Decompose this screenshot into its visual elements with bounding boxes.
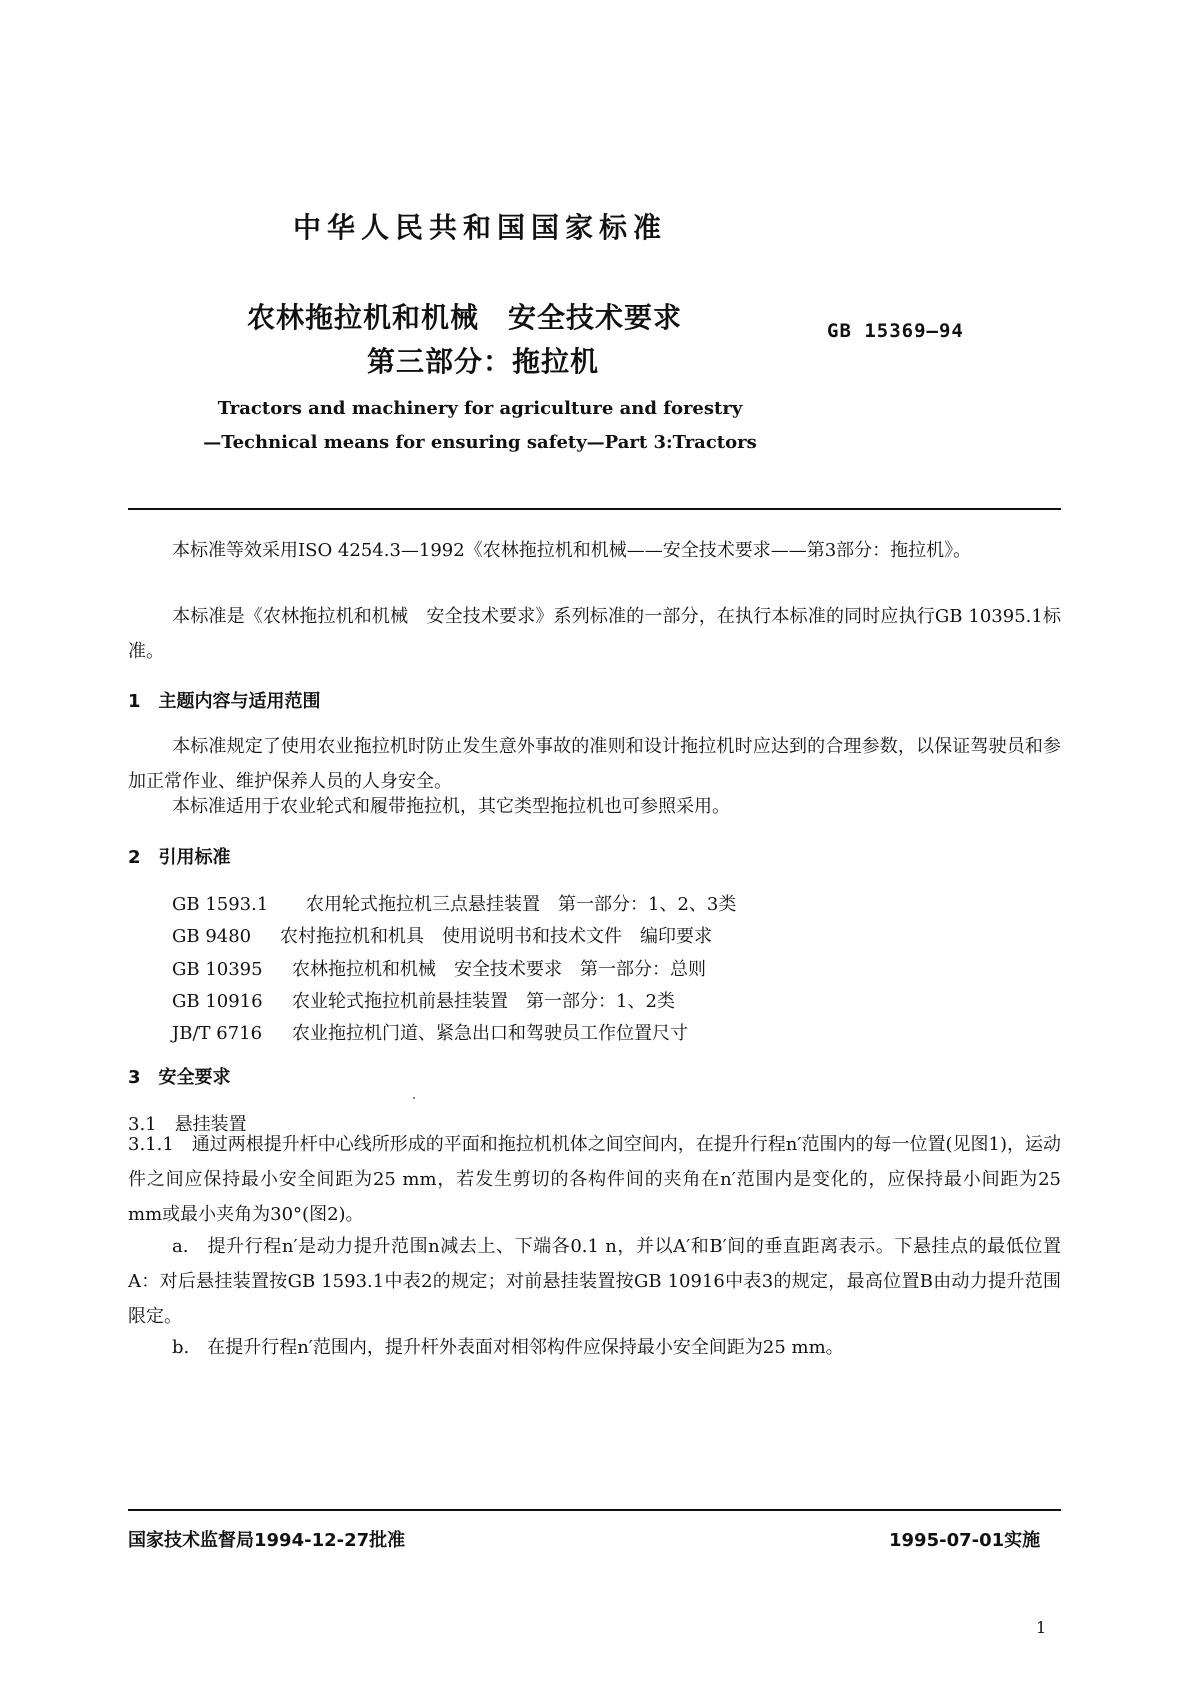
document-title-line2: 第三部分：拖拉机	[367, 345, 600, 378]
scope-paragraph: 本标准适用于农业轮式和履带拖拉机，其它类型拖拉机也可参照采用。	[172, 796, 730, 817]
subsection-heading-hitch: 3.1 悬挂装置	[128, 1114, 247, 1135]
page-number: 1	[1036, 1618, 1047, 1637]
approval-date: 国家技术监督局1994-12-27批准	[128, 1530, 406, 1551]
national-standard-header: 中华人民共和国国家标准	[292, 211, 667, 244]
scope-paragraph: 本标准规定了使用农业拖拉机时防止发生意外事故的准则和设计拖拉机时应达到的合理参数，以保证驾驶员和参加正常作业、维护保养人员的人身安全。	[128, 736, 1061, 792]
reference-item: GB 10916 农业轮式拖拉机前悬挂装置 第一部分：1、2类	[172, 991, 675, 1012]
clause-3-1-1: 3.1.1 通过两根提升杆中心线所形成的平面和拖拉机机体之间空间内，在提升行程n′范围内的每一位置(见图1)，运动件之间应保持最小安全间距为25 mm，若发生剪切的各构件间的夹角在n′范围内是变化的，应保持最小间距为25 mm或最小夹角为30°(图2)。	[128, 1134, 1061, 1225]
standard-number: GB 15369—94	[827, 320, 964, 342]
reference-item: GB 10395 农林拖拉机和机械 安全技术要求 第一部分：总则	[172, 959, 706, 980]
english-title-line1: Tractors and machinery for agriculture and forestry	[217, 398, 743, 419]
reference-item: JB/T 6716 农业拖拉机门道、紧急出口和驾驶员工作位置尺寸	[172, 1023, 688, 1044]
english-title-line2: —Technical means for ensuring safety—Part 3:Tractors	[203, 432, 757, 453]
top-divider	[128, 508, 1061, 510]
section-heading-scope: 1 主题内容与适用范围	[128, 691, 321, 712]
foreword-paragraph: 本标准是《农林拖拉机和机械 安全技术要求》系列标准的一部分，在执行本标准的同时应执行GB 10395.1标准。	[128, 606, 1061, 662]
reference-item: GB 1593.1 农用轮式拖拉机三点悬挂装置 第一部分：1、2、3类	[172, 894, 737, 915]
clause-item-b: b. 在提升行程n′范围内，提升杆外表面对相邻构件应保持最小安全间距为25 mm。	[172, 1337, 844, 1358]
clause-item-a: a. 提升行程n′是动力提升范围n减去上、下端各0.1 n，并以A′和B′间的垂直距离表示。下悬挂点的最低位置A：对后悬挂装置按GB 1593.1中表2的规定；对前悬挂装置按GB 10916中表3的规定，最高位置B由动力提升范围限定。	[128, 1236, 1061, 1327]
section-heading-references: 2 引用标准	[128, 847, 231, 868]
section-heading-safety: 3 安全要求	[128, 1067, 231, 1088]
document-title-line1: 农林拖拉机和机械 安全技术要求	[247, 301, 683, 334]
bottom-divider	[128, 1509, 1061, 1511]
implementation-date: 1995-07-01实施	[889, 1530, 1041, 1551]
scan-speck	[413, 1097, 415, 1099]
foreword-paragraph: 本标准等效采用ISO 4254.3—1992《农林拖拉机和机械——安全技术要求——第3部分：拖拉机》。	[172, 540, 972, 561]
reference-item: GB 9480 农村拖拉机和机具 使用说明书和技术文件 编印要求	[172, 926, 712, 947]
